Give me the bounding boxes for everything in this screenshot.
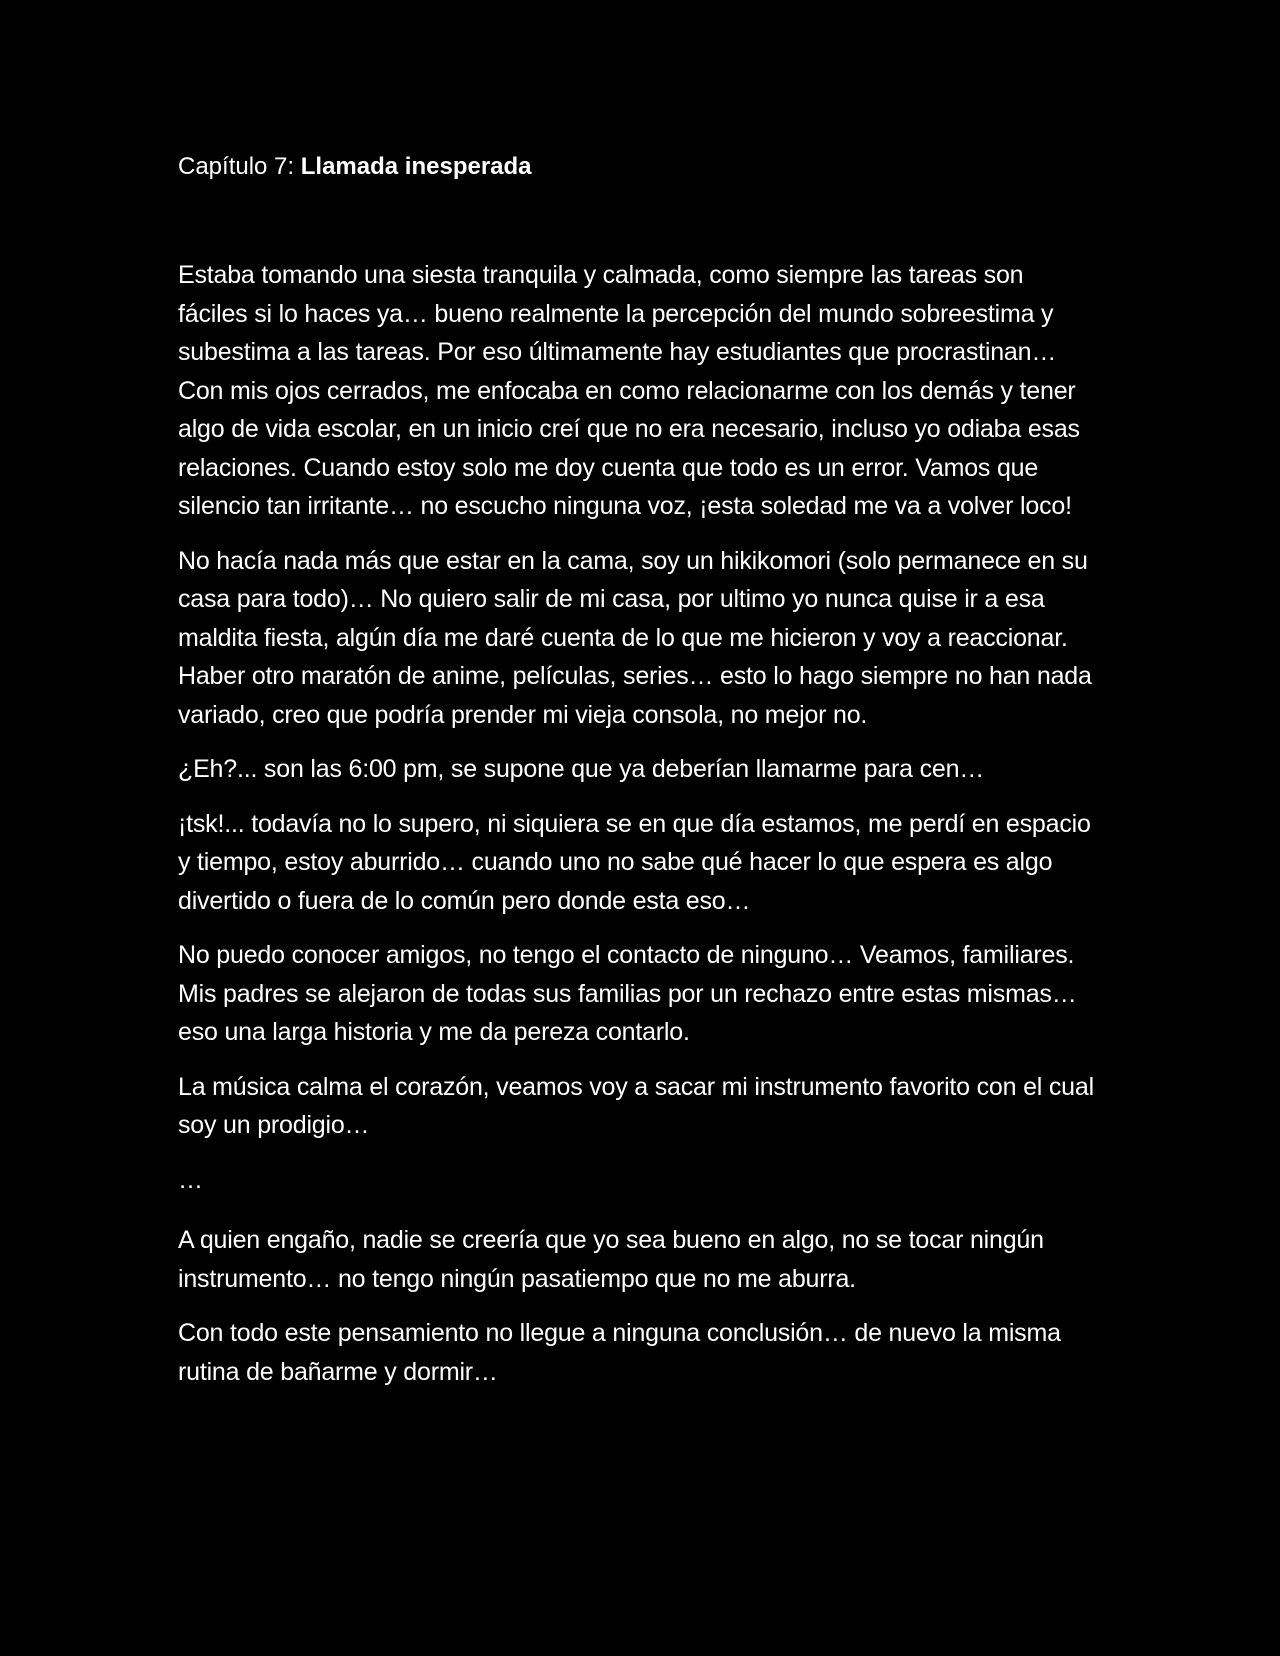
- chapter-name: Llamada inesperada: [300, 153, 532, 180]
- chapter-title: [178, 150, 1098, 184]
- document-body: [178, 150, 1098, 1407]
- paragraph-5: No puedo conocer amigos, no tengo el contacto de ninguno… Veamos, familiares. Mis padres se alejaron de todas sus familias por un rechazo entre estas mismas… eso una larga historia y me da pereza contarlo.: [178, 941, 1077, 1046]
- chapter-label: Capítulo 7:: [178, 153, 301, 180]
- paragraph-6: La música calma el corazón, veamos voy a sacar mi instrumento favorito con el cual soy un prodigio…: [178, 1072, 1094, 1139]
- paragraph-8: A quien engaño, nadie se creería que yo sea bueno en algo, no se tocar ningún instrumento… no tengo ningún pasatiempo que no me aburra.: [178, 1226, 1044, 1293]
- paragraph-2: No hacía nada más que estar en la cama, soy un hikikomori (solo permanece en su casa para todo)… No quiero salir de mi casa, por ultimo yo nunca quise ir a esa maldita fiesta, algún día me daré cuenta de lo que me hicieron y voy a reaccionar. Haber otro maratón de anime, películas, series… esto lo hago siempre no han nada variado, creo que podría prender mi vieja consola, no mejor no.: [178, 546, 1092, 729]
- paragraph-9: Con todo este pensamiento no llegue a ninguna conclusión… de nuevo la misma rutina de bañarme y dormir…: [178, 1319, 1061, 1386]
- paragraph-7: …: [178, 1165, 203, 1194]
- paragraph-1: Estaba tomando una siesta tranquila y calmada, como siempre las tareas son fáciles si lo haces ya… bueno realmente la percepción del mundo sobreestima y subestima a las tareas. Por eso últimamente hay estudiantes que procrastinan… Con mis ojos cerrados, me enfocaba en como relacionarme con los demás y tener algo de vida escolar, en un inicio creí que no era necesario, incluso yo odiaba esas relaciones. Cuando estoy solo me doy cuenta que todo es un error. Vamos que silencio tan irritante… no escucho ninguna voz, ¡esta soledad me va a volver loco!: [178, 261, 1080, 520]
- paragraph-4: ¡tsk!... todavía no lo supero, ni siquiera se en que día estamos, me perdí en espacio y tiempo, estoy aburrido… cuando uno no sabe qué hacer lo que espera es algo divertido o fuera de lo común pero donde esta eso…: [178, 809, 1091, 915]
- paragraph-3: ¿Eh?... son las 6:00 pm, se supone que ya deberían llamarme para cen…: [178, 755, 985, 783]
